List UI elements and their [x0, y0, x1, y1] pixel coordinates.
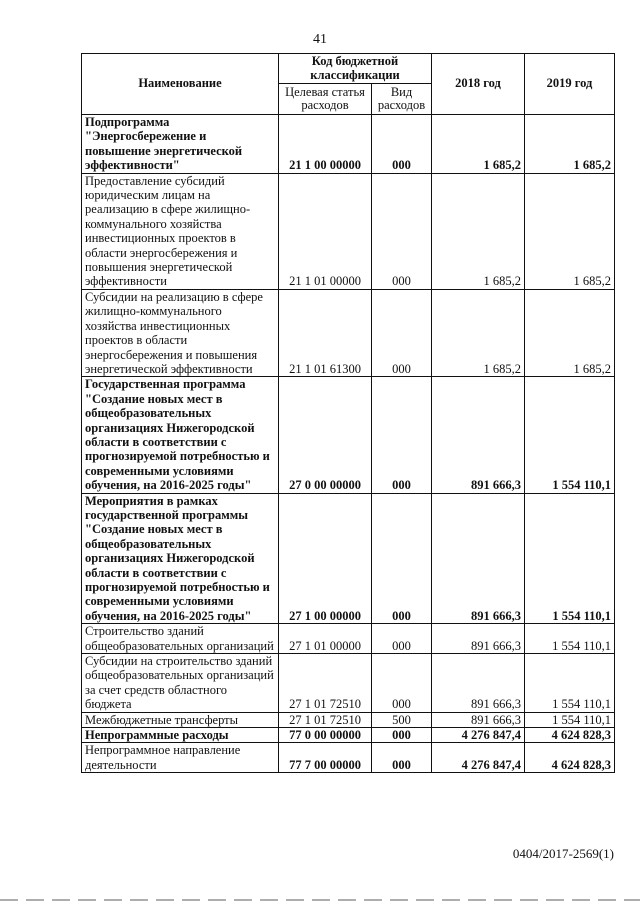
row-name: Предоставление субсидий юридическим лицам на реализацию в сфере жилищно-коммунального хозяйства инвестиционных проектов в области энергосбережения и повышения энергетической эффективности [82, 173, 279, 289]
table-row [82, 377, 615, 493]
table-row [82, 493, 615, 624]
row-kind: 000 [372, 115, 432, 174]
row-name: Мероприятия в рамках государственной программы "Создание новых мест в общеобразовательных организациях Нижегородской области в соответствии с прогнозируемой потребностью и современными условиями обучения, на 2016-2025 годы" [82, 493, 279, 624]
row-kind: 000 [372, 493, 432, 624]
row-name: Государственная программа "Создание новых мест в общеобразовательных организациях Нижегородской области в соответствии с прогнозируемой потребностью и современными условиями обучения, на 2016-2025 годы" [82, 377, 279, 493]
row-value-2019: 1 554 110,1 [525, 624, 615, 654]
row-code: 27 1 01 00000 [279, 624, 372, 654]
row-value-2018: 4 276 847,4 [432, 728, 525, 743]
table-row [82, 712, 615, 727]
table-row [82, 728, 615, 743]
page-number: 41 [313, 32, 327, 47]
row-value-2018: 4 276 847,4 [432, 743, 525, 773]
row-value-2018: 1 685,2 [432, 173, 525, 289]
row-kind: 000 [372, 654, 432, 713]
row-code: 27 1 00 00000 [279, 493, 372, 624]
row-kind: 000 [372, 377, 432, 493]
row-value-2018: 891 666,3 [432, 624, 525, 654]
row-value-2019: 1 554 110,1 [525, 654, 615, 713]
row-kind: 000 [372, 743, 432, 773]
row-code: 21 1 01 61300 [279, 289, 372, 376]
row-code: 21 1 00 00000 [279, 115, 372, 174]
row-name: Субсидии на реализацию в сфере жилищно-коммунального хозяйства инвестиционных проектов в области энергосбережения и повышения энергетической эффективности [82, 289, 279, 376]
row-kind: 000 [372, 728, 432, 743]
row-value-2019: 4 624 828,3 [525, 743, 615, 773]
row-value-2019: 1 685,2 [525, 115, 615, 174]
row-kind: 000 [372, 173, 432, 289]
header-name: Наименование [82, 54, 279, 115]
row-value-2019: 1 685,2 [525, 289, 615, 376]
header-budget-code: Код бюджетной классификации [279, 54, 432, 84]
table-row [82, 654, 615, 713]
row-value-2018: 891 666,3 [432, 654, 525, 713]
row-value-2019: 4 624 828,3 [525, 728, 615, 743]
table-row [82, 289, 615, 376]
table-row [82, 173, 615, 289]
row-kind: 500 [372, 712, 432, 727]
row-kind: 000 [372, 624, 432, 654]
table-body [82, 115, 615, 773]
row-code: 77 7 00 00000 [279, 743, 372, 773]
table-row [82, 624, 615, 654]
header-2018: 2018 год [432, 54, 525, 115]
row-name: Межбюджетные трансферты [82, 712, 279, 727]
row-code: 27 1 01 72510 [279, 654, 372, 713]
row-value-2018: 891 666,3 [432, 377, 525, 493]
row-name: Субсидии на строительство зданий общеобразовательных организаций за счет средств областного бюджета [82, 654, 279, 713]
table-row [82, 743, 615, 773]
header-2019: 2019 год [525, 54, 615, 115]
row-name: Подпрограмма "Энергосбережение и повышение энергетической эффективности" [82, 115, 279, 174]
budget-table [81, 53, 615, 773]
row-value-2019: 1 554 110,1 [525, 377, 615, 493]
row-code: 21 1 01 00000 [279, 173, 372, 289]
header-expense-type: Вид расходов [372, 84, 432, 115]
row-value-2018: 891 666,3 [432, 712, 525, 727]
document-id: 0404/2017-2569(1) [512, 846, 614, 861]
row-value-2018: 891 666,3 [432, 493, 525, 624]
row-kind: 000 [372, 289, 432, 376]
row-code: 27 0 00 00000 [279, 377, 372, 493]
row-value-2019: 1 554 110,1 [525, 493, 615, 624]
row-value-2019: 1 685,2 [525, 173, 615, 289]
table-row [82, 115, 615, 174]
row-name: Непрограммные расходы [82, 728, 279, 743]
row-value-2019: 1 554 110,1 [525, 712, 615, 727]
row-name: Непрограммное направление деятельности [82, 743, 279, 773]
row-value-2018: 1 685,2 [432, 115, 525, 174]
header-target-article: Целевая статья расходов [279, 84, 372, 115]
row-value-2018: 1 685,2 [432, 289, 525, 376]
row-code: 77 0 00 00000 [279, 728, 372, 743]
row-name: Строительство зданий общеобразовательных организаций [82, 624, 279, 654]
row-code: 27 1 01 72510 [279, 712, 372, 727]
footer-scan-line [0, 899, 640, 901]
